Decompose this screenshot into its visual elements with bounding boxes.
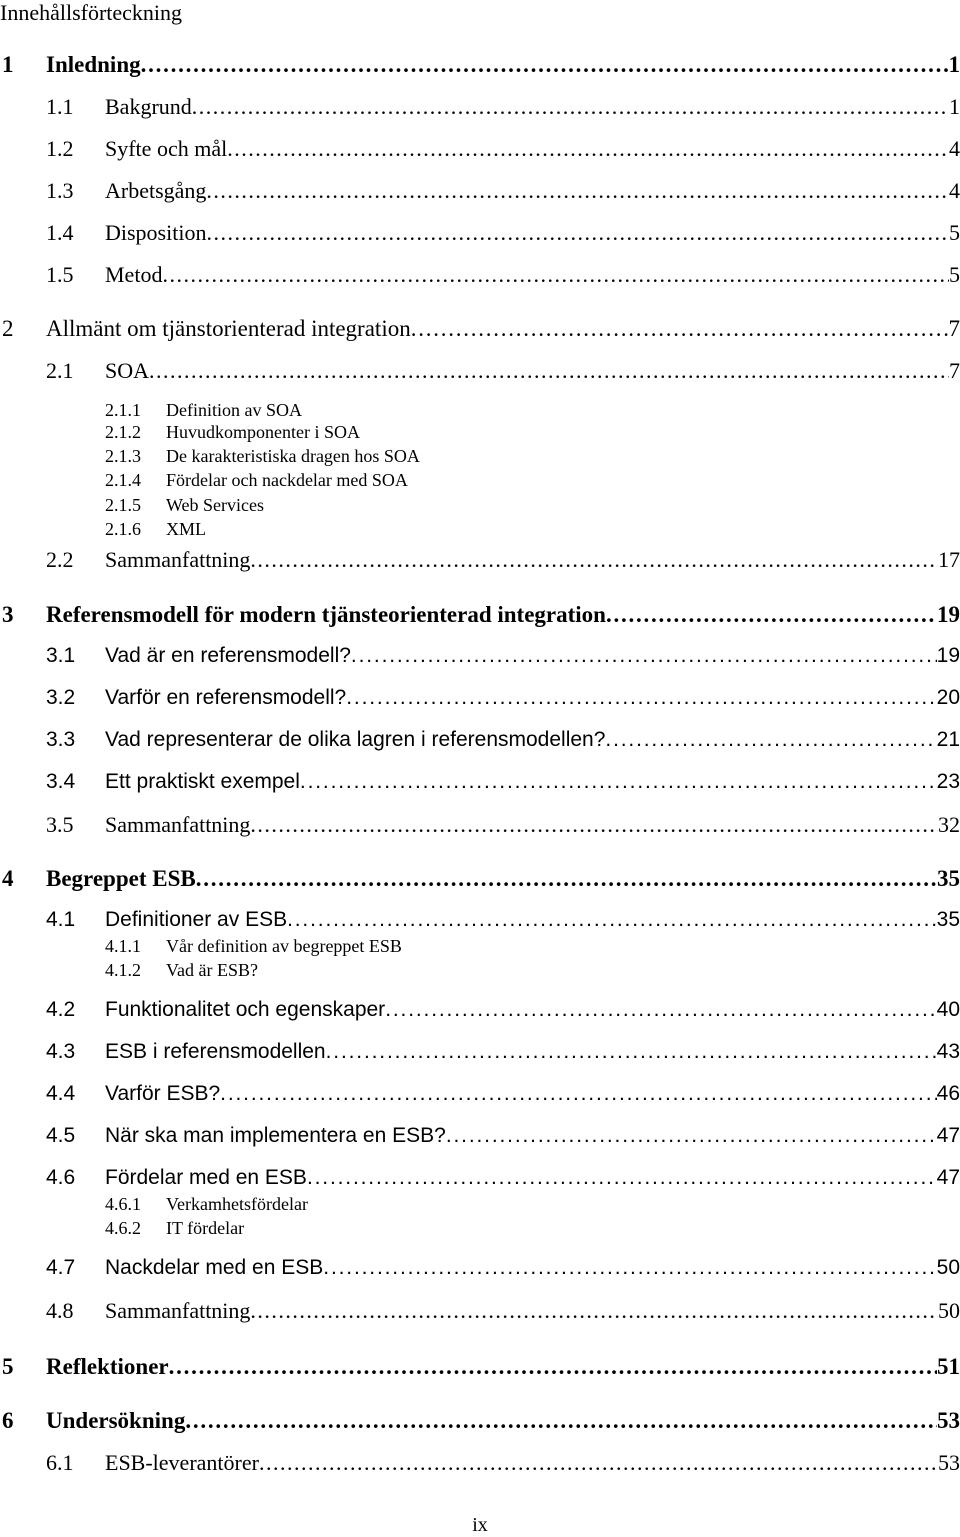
toc-entry-title: ESB i referensmodellen bbox=[105, 1040, 326, 1064]
toc-entry-number: 4.6.1 bbox=[105, 1194, 141, 1215]
toc-entry-title: Definitioner av ESB bbox=[105, 908, 287, 932]
dot-leader bbox=[250, 547, 938, 573]
toc-entry-page: 53 bbox=[938, 1450, 960, 1476]
toc-entry-title: Bakgrund bbox=[105, 94, 192, 120]
toc-entry-page: 1 bbox=[949, 52, 960, 78]
dot-leader bbox=[185, 1408, 937, 1434]
dot-leader bbox=[169, 1354, 937, 1380]
dot-leader bbox=[149, 358, 949, 384]
toc-entry-number: 2.1.6 bbox=[105, 519, 141, 540]
toc-entry-number: 4.1 bbox=[46, 908, 75, 932]
toc-entry-number: 2 bbox=[2, 316, 14, 342]
toc-entry-page: 35 bbox=[937, 908, 960, 932]
toc-entry-number: 4.7 bbox=[46, 1256, 75, 1280]
dot-leader bbox=[385, 998, 936, 1022]
dot-leader bbox=[446, 1124, 937, 1148]
dot-leader bbox=[162, 262, 949, 288]
toc-entry-title: Sammanfattning bbox=[105, 1298, 250, 1324]
toc-entry-title: När ska man implementera en ESB? bbox=[105, 1124, 446, 1148]
toc-entry-page: 4 bbox=[949, 136, 960, 162]
toc-entry-page: 5 bbox=[949, 262, 960, 288]
toc-entry-number: 4.4 bbox=[46, 1082, 75, 1106]
toc-entry-number: 6 bbox=[2, 1408, 14, 1434]
dot-leader bbox=[300, 770, 937, 794]
toc-entry-page: 51 bbox=[937, 1354, 960, 1380]
toc-entry-page: 35 bbox=[937, 866, 960, 892]
toc-entry-page: 47 bbox=[937, 1166, 960, 1190]
toc-entry-title: SOA bbox=[105, 358, 149, 384]
toc-entry-number: 2.1.4 bbox=[105, 470, 141, 491]
toc-entry-number: 1.3 bbox=[46, 178, 74, 204]
toc-entry-title: Verkamhetsfördelar bbox=[166, 1194, 308, 1215]
toc-entry-title: Fördelar och nackdelar med SOA bbox=[166, 470, 408, 491]
toc-entry-number: 5 bbox=[2, 1354, 14, 1380]
toc-entry-title: Metod bbox=[105, 262, 162, 288]
toc-entry-number: 4.5 bbox=[46, 1124, 75, 1148]
toc-entry-number: 2.1 bbox=[46, 358, 74, 384]
dot-leader bbox=[351, 644, 937, 668]
dot-leader bbox=[411, 316, 949, 342]
toc-entry-title: Undersökning bbox=[46, 1408, 185, 1434]
toc-entry-number: 4.1.2 bbox=[105, 960, 141, 981]
toc-entry-title: Varför en referensmodell? bbox=[105, 686, 346, 710]
toc-entry-number: 3.2 bbox=[46, 686, 75, 710]
dot-leader bbox=[346, 686, 936, 710]
toc-entry-page: 1 bbox=[949, 94, 960, 120]
dot-leader bbox=[606, 602, 937, 628]
toc-entry-number: 2.2 bbox=[46, 547, 74, 573]
dot-leader bbox=[250, 812, 938, 838]
dot-leader bbox=[307, 1166, 937, 1190]
page-title: Innehållsförteckning bbox=[0, 0, 182, 26]
toc-entry-page: 7 bbox=[949, 316, 960, 342]
dot-leader bbox=[192, 94, 949, 120]
toc-entry-page: 40 bbox=[937, 998, 960, 1022]
toc-entry-number: 2.1.1 bbox=[105, 400, 141, 421]
toc-entry-title: Inledning bbox=[46, 52, 141, 78]
toc-entry-number: 1.2 bbox=[46, 136, 74, 162]
dot-leader bbox=[227, 136, 949, 162]
toc-entry-page: 46 bbox=[937, 1082, 960, 1106]
toc-entry-number: 1.1 bbox=[46, 94, 74, 120]
dot-leader bbox=[259, 1450, 938, 1476]
toc-entry-number: 2.1.3 bbox=[105, 446, 141, 467]
toc-entry-title: Ett praktiskt exempel bbox=[105, 770, 300, 794]
toc-entry-page: 19 bbox=[937, 602, 960, 628]
toc-entry-number: 3.4 bbox=[46, 770, 75, 794]
toc-entry-page: 21 bbox=[937, 728, 960, 752]
toc-entry-title: Reflektioner bbox=[46, 1354, 169, 1380]
toc-entry-page: 53 bbox=[937, 1408, 960, 1434]
toc-entry-title: XML bbox=[166, 519, 206, 540]
toc-entry-title: Nackdelar med en ESB bbox=[105, 1256, 323, 1280]
toc-entry-number: 2.1.2 bbox=[105, 422, 141, 443]
toc-entry-title: Definition av SOA bbox=[166, 400, 302, 421]
toc-entry-number: 4.2 bbox=[46, 998, 75, 1022]
toc-entry-number: 4.8 bbox=[46, 1298, 74, 1324]
toc-entry-page: 5 bbox=[949, 220, 960, 246]
toc-entry-page: 47 bbox=[937, 1124, 960, 1148]
toc-entry-title: Disposition bbox=[105, 220, 206, 246]
toc-entry-number: 1 bbox=[2, 52, 14, 78]
page-number: ix bbox=[0, 1514, 960, 1537]
dot-leader bbox=[323, 1256, 936, 1280]
toc-entry-page: 4 bbox=[949, 178, 960, 204]
toc-entry-title: Begreppet ESB bbox=[46, 866, 196, 892]
dot-leader bbox=[326, 1040, 937, 1064]
toc-entry-page: 50 bbox=[937, 1256, 960, 1280]
toc-entry-title: Vad är ESB? bbox=[166, 960, 258, 981]
toc-entry-number: 1.5 bbox=[46, 262, 74, 288]
toc-entry-page: 32 bbox=[938, 812, 960, 838]
toc-entry-number: 4.6.2 bbox=[105, 1218, 141, 1239]
toc-entry-page: 23 bbox=[937, 770, 960, 794]
dot-leader bbox=[206, 220, 949, 246]
toc-entry-page: 17 bbox=[938, 547, 960, 573]
toc-entry-title: Sammanfattning bbox=[105, 812, 250, 838]
toc-entry-number: 6.1 bbox=[46, 1450, 74, 1476]
toc-entry-title: Funktionalitet och egenskaper bbox=[105, 998, 385, 1022]
toc-entry-title: Syfte och mål bbox=[105, 136, 227, 162]
toc-entry-page: 7 bbox=[949, 358, 960, 384]
toc-entry-page: 50 bbox=[938, 1298, 960, 1324]
toc-entry-number: 4.6 bbox=[46, 1166, 75, 1190]
dot-leader bbox=[605, 728, 936, 752]
toc-entry-title: Fördelar med en ESB bbox=[105, 1166, 307, 1190]
toc-entry-title: Web Services bbox=[166, 495, 264, 516]
toc-entry-title: ESB-leverantörer bbox=[105, 1450, 259, 1476]
toc-entry-number: 2.1.5 bbox=[105, 495, 141, 516]
toc-entry-number: 1.4 bbox=[46, 220, 74, 246]
toc-entry-number: 4 bbox=[2, 866, 14, 892]
toc-entry-title: IT fördelar bbox=[166, 1218, 244, 1239]
toc-entry-number: 3.1 bbox=[46, 644, 75, 668]
dot-leader bbox=[206, 178, 949, 204]
toc-entry-title: Allmänt om tjänstorienterad integration bbox=[46, 316, 411, 342]
toc-entry-page: 43 bbox=[937, 1040, 960, 1064]
dot-leader bbox=[250, 1298, 938, 1324]
toc-entry-title: Varför ESB? bbox=[105, 1082, 220, 1106]
toc-entry-title: Arbetsgång bbox=[105, 178, 206, 204]
toc-entry-page: 19 bbox=[937, 644, 960, 668]
toc-entry-number: 3 bbox=[2, 602, 14, 628]
dot-leader bbox=[196, 866, 937, 892]
toc-entry-title: Sammanfattning bbox=[105, 547, 250, 573]
dot-leader bbox=[220, 1082, 936, 1106]
dot-leader bbox=[287, 908, 937, 932]
toc-entry-title: De karakteristiska dragen hos SOA bbox=[166, 446, 420, 467]
toc-entry-number: 3.5 bbox=[46, 812, 74, 838]
toc-entry-title: Referensmodell för modern tjänsteorienterad integration bbox=[46, 602, 606, 628]
toc-entry-title: Huvudkomponenter i SOA bbox=[166, 422, 360, 443]
toc-entry-number: 3.3 bbox=[46, 728, 75, 752]
dot-leader bbox=[141, 52, 949, 78]
toc-entry-number: 4.1.1 bbox=[105, 936, 141, 957]
toc-entry-title: Vad är en referensmodell? bbox=[105, 644, 351, 668]
toc-entry-page: 20 bbox=[937, 686, 960, 710]
toc-entry-title: Vår definition av begreppet ESB bbox=[166, 936, 402, 957]
toc-entry-title: Vad representerar de olika lagren i referensmodellen? bbox=[105, 728, 605, 752]
toc-entry-number: 4.3 bbox=[46, 1040, 75, 1064]
